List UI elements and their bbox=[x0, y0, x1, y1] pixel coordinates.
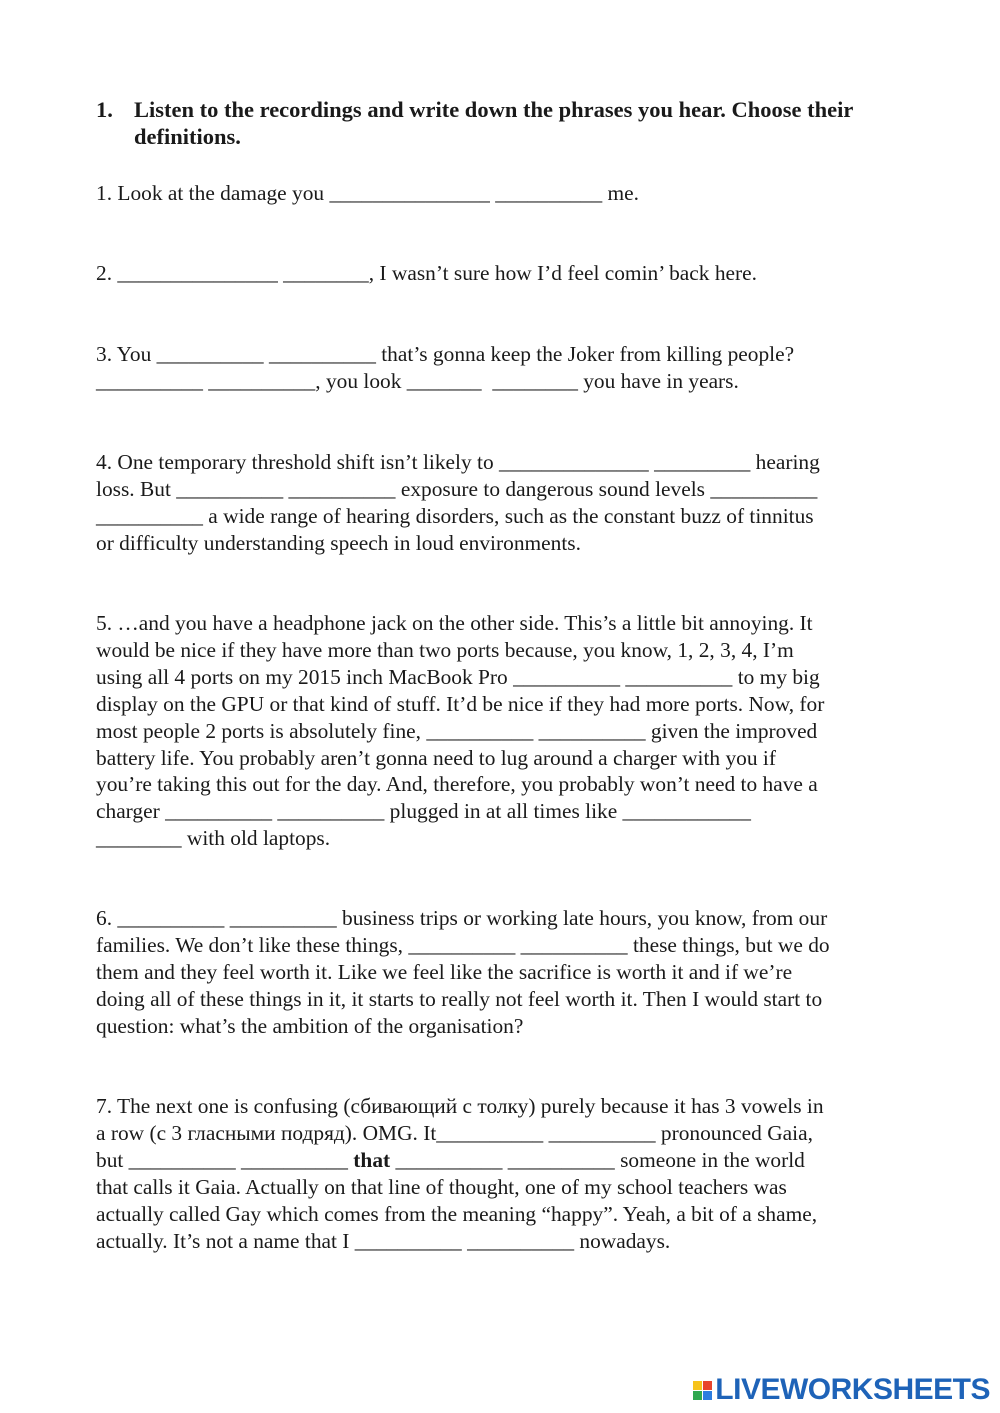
question-3 bbox=[96, 341, 906, 395]
question-7 bbox=[96, 1093, 906, 1254]
exercise-heading bbox=[96, 96, 916, 150]
question-2 bbox=[96, 260, 906, 287]
watermark-text: LIVEWORKSHEETS bbox=[715, 1373, 990, 1406]
question-text: 7. The next one is confusing (сбивающий с толку) purely because it has 3 vowels in a row (с 3 гласными подряд). OMG. It__________ __________ pronounced Gaia, but __________ __________ bbox=[96, 1094, 824, 1172]
exercise-number: 1. bbox=[96, 97, 113, 122]
liveworksheets-logo-icon bbox=[693, 1381, 712, 1400]
question-text: 6. __________ __________ business trips or working late hours, you know, from our families. We don’t like these things, __________ __________ these things, but we do them and they feel worth it. Like we feel like the sacrifice is worth it and if we’re doing all of these things in it, it starts to really not feel worth it. Then I would start to question: what’s the ambition of the organisation? bbox=[96, 906, 830, 1038]
bold-word: that bbox=[353, 1147, 391, 1172]
question-text: 4. One temporary threshold shift isn’t likely to ______________ _________ hearing loss. But __________ __________ exposure to dangerous sound levels __________ __________ a wide range of hearing disorders, such as the constant buzz of tinnitus or difficulty understanding speech in loud environments. bbox=[96, 450, 820, 555]
question-1 bbox=[96, 180, 906, 207]
liveworksheets-watermark bbox=[693, 1373, 990, 1407]
question-4 bbox=[96, 449, 906, 557]
question-text: 5. …and you have a headphone jack on the other side. This’s a little bit annoying. It would be nice if they have more than two ports because, you know, 1, 2, 3, 4, I’m using all 4 ports on my 2015 inch MacBook Pro __________ __________ to my big display on the GPU or that kind of stuff. It’d be nice if they had more ports. Now, for most people 2 ports is absolutely fine, __________ __________ given the improved battery life. You probably aren’t gonna need to lug around a charger with you if you’re taking this out for the day. And, therefore, you probably won’t need to have a charger __________ __________ plugged in at all times like ____________ ________ with old laptops. bbox=[96, 611, 825, 851]
question-text: 1. Look at the damage you _______________ __________ me. bbox=[96, 181, 640, 205]
question-text: 3. You __________ __________ that’s gonna keep the Joker from killing people? __________ __________, you look _______ ________ you have in years. bbox=[96, 342, 795, 393]
question-5 bbox=[96, 610, 906, 852]
exercise-instruction: Listen to the recordings and write down the phrases you hear. Choose their definitions. bbox=[134, 97, 853, 149]
question-6 bbox=[96, 905, 906, 1040]
question-text: __________ __________ someone in the world that calls it Gaia. Actually on that line of thought, one of my school teachers was actually called Gay which comes from the meaning “happy”. Yeah, a bit of a shame, actually. It’s not a name that I __________ __________ nowadays. bbox=[96, 1147, 818, 1253]
question-text: 2. _______________ ________, I wasn’t sure how I’d feel comin’ back here. bbox=[96, 261, 757, 285]
